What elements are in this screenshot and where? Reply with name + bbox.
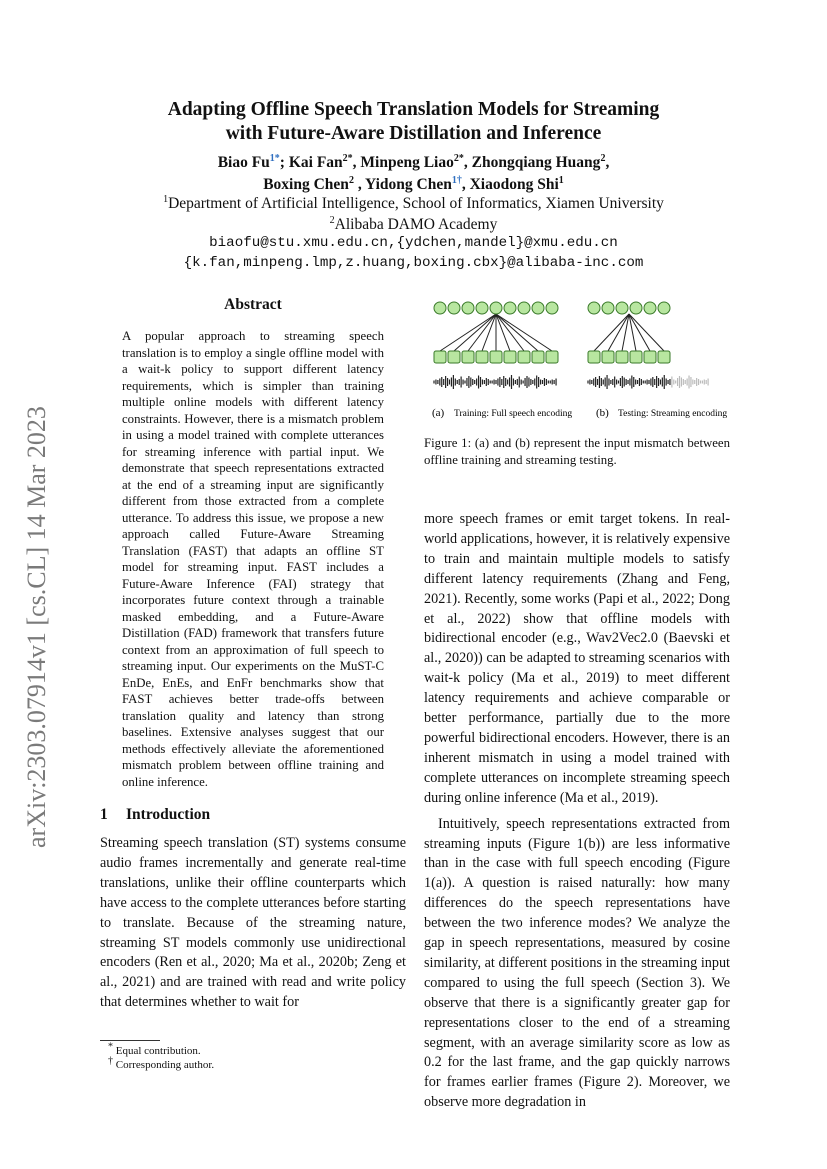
encoder-node: [616, 351, 628, 363]
footnote-2: † Corresponding author.: [108, 1055, 215, 1071]
encoder-node: [602, 351, 614, 363]
email-line-1: biaofu@stu.xmu.edu.cn,{ydchen,mandel}@xmu.edu.cn: [209, 235, 618, 251]
arxiv-stamp-text: arXiv:2303.07914v1 [cs.CL] 14 Mar 2023: [22, 406, 51, 848]
encoder-node: [630, 351, 642, 363]
author-sup: 1: [558, 174, 564, 186]
encoder-node: [546, 351, 558, 363]
author-name: Kai Fan: [288, 154, 343, 171]
intro-paragraph-1-continued: more speech frames or emit target tokens. In real-world applications, however, it is relatively expensive to train and maintain multiple models to satisfy different latency requirements (Zhang and Feng, 2021). Recently, some works (Papi et al., 2022; Dong et al., 2022) show that offline models with bidirectional encoder (e.g., Wav2Vec2.0 (Baevski et al., 2020)) can be adapted to streaming scenarios with wait-k policy (Ma et al., 2019) to meet different latency requirements and achieve comparable or better performance, partially due to the more powerful bidirectional encoders. However, there is an inherent mismatch in using a model trained with complete utterances on incomplete streaming speech during online inference (Ma et al., 2019).: [424, 511, 730, 806]
attention-edge: [468, 314, 496, 351]
attention-edge: [496, 314, 552, 351]
subcaption-a-text: Training: Full speech encoding: [454, 409, 573, 419]
output-node: [462, 302, 474, 314]
author-list: [100, 152, 727, 196]
author-sup[interactable]: 1†: [451, 174, 462, 186]
email-line-2: {k.fan,minpeng.lmp,z.huang,boxing.cbx}@alibaba-inc.com: [183, 255, 644, 271]
encoder-node: [532, 351, 544, 363]
subcaption-a-label: (a): [432, 407, 445, 419]
encoder-node: [434, 351, 446, 363]
intro-paragraph-1: Streaming speech translation (ST) systems consume audio frames incrementally and generate real-time translations, unlike their offline counterparts which have access to the complete utterances before starting to translate. Because of the streaming nature, streaming ST models commonly use unidirectional encoders (Ren et al., 2020; Ma et al., 2020b; Zeng et al., 2021) and are trained with read and write policy that determines whether to wait for: [100, 835, 406, 1011]
author-sup: 2: [600, 152, 606, 164]
output-node: [434, 302, 446, 314]
output-node: [490, 302, 502, 314]
author-name: Biao Fu: [217, 154, 270, 171]
encoder-node: [588, 351, 600, 363]
author-name: Xiaodong Shi: [469, 176, 559, 193]
author-name: Zhongqiang Huang: [471, 154, 601, 171]
encoder-node: [462, 351, 474, 363]
title-line-1: Adapting Offline Speech Translation Models for Streaming: [167, 99, 660, 120]
section-title: Introduction: [126, 806, 211, 823]
arxiv-stamp: [8, 360, 68, 860]
attention-edge: [496, 314, 538, 351]
author-name: Yidong Chen: [365, 176, 452, 193]
encoder-node: [658, 351, 670, 363]
output-node: [532, 302, 544, 314]
encoder-node: [504, 351, 516, 363]
output-node: [644, 302, 656, 314]
section-heading-introduction: [100, 806, 406, 824]
encoder-node: [518, 351, 530, 363]
authors-line-2: Boxing Chen$^2$ , Yidong Chen$^{1\dagger}$, Xiaodong Shi$^1$: [263, 174, 564, 193]
output-node: [504, 302, 516, 314]
affiliation-1: $^1$Department of Artificial Intelligence, School of Informatics, Xiamen University: [163, 193, 664, 212]
left-column: [100, 296, 406, 1013]
title-line-2: with Future-Aware Distillation and Inference: [225, 123, 602, 144]
author-sup[interactable]: 1*: [269, 152, 280, 164]
abstract-text: A popular approach to streaming speech translation is to employ a single offline model with a wait-k policy to support different latency requirements, which is simpler than training multiple online models with different latency constraints. However, there is a mismatch problem in using a model trained with complete utterances for streaming inference with partial input. We demonstrate that speech representations extracted at the end of a streaming input are significantly different from those extracted from a complete utterance. To address this issue, we propose a new approach called Future-Aware Streaming Translation (FAST) that adapts an offline ST model for streaming input. FAST includes a Future-Aware Inference (FAI) strategy that incorporates future context through a trainable masked embedding, and a Future-Aware Distillation (FAD) framework that transfers future context from an approximation of full speech to streaming input. Our experiments on the MuST-C EnDe, EnEs, and EnFr benchmarks show that FAST achieves better trade-offs between translation quality and latency than strong baselines. Extensive analyses suggest that our methods effectively alleviate the aforementioned mismatch problem between offline training and online inference.: [122, 329, 384, 789]
paper-title: [100, 98, 727, 146]
email-block: [100, 233, 727, 273]
output-node: [616, 302, 628, 314]
author-name: Boxing Chen: [263, 176, 349, 193]
right-column: [424, 510, 730, 1113]
abstract-heading: Abstract: [224, 296, 282, 313]
attention-edge: [496, 314, 524, 351]
authors-line-1: Biao $Fu^{1*}$; Kai Fan$^{2*}$, Minpeng Liao$^{2*}$, Zhongqiang Huang$^2$,: [217, 152, 610, 171]
figure-1-diagram: [424, 296, 730, 431]
encoder-node: [476, 351, 488, 363]
affiliation-2: $^2$Alibaba DAMO Academy: [329, 214, 498, 233]
attention-edge: [440, 314, 496, 351]
author-sup: 2*: [342, 152, 353, 164]
output-node: [602, 302, 614, 314]
output-node: [448, 302, 460, 314]
encoder-node: [490, 351, 502, 363]
footnotes: [108, 1041, 408, 1072]
attention-edge: [454, 314, 496, 351]
subcaption-b-text: Testing: Streaming encoding: [618, 409, 728, 419]
section-number: 1: [100, 806, 108, 823]
author-sup: 2*: [453, 152, 464, 164]
subcaption-b-label: (b): [596, 407, 609, 419]
output-node: [588, 302, 600, 314]
figure-1-caption: Figure 1: (a) and (b) represent the input mismatch between offline training and streaming testing.: [424, 436, 730, 467]
author-name: Minpeng Liao: [360, 154, 454, 171]
intro-paragraph-2: Intuitively, speech representations extracted from streaming inputs (Figure 1(b)) are less informative than in the case with full speech encoding (Figure 1(a)). A question is raised naturally: how many differences do the speech representations have between the two inference modes? We analyze the gap in speech representations, measured by cosine similarity, at different positions in the streaming input compared to using the full speech (Section 3). We observe that there is a significantly greater gap for representations closer to the end of a streaming segment, with an average similarity score as low as 0.2 for the last frame, and the gap quickly narrows for frames earlier frames (Figure 2). Moreover, we observe more degradation in: [424, 815, 730, 1111]
encoder-node: [644, 351, 656, 363]
encoder-node: [448, 351, 460, 363]
output-node: [476, 302, 488, 314]
output-node: [518, 302, 530, 314]
output-node: [658, 302, 670, 314]
affiliations: [100, 193, 727, 235]
author-sup: 2: [348, 174, 354, 186]
output-node: [630, 302, 642, 314]
output-node: [546, 302, 558, 314]
footnote-1: * Equal contribution.: [108, 1041, 201, 1057]
